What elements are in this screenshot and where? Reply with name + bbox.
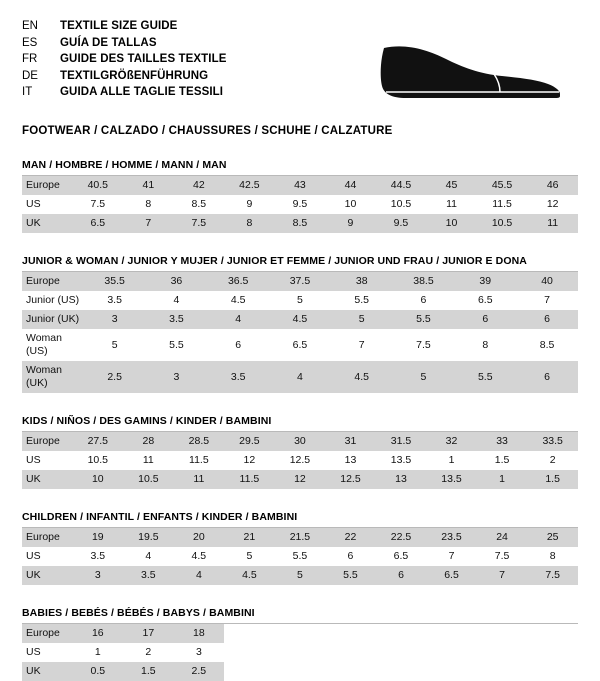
language-row xyxy=(22,84,227,101)
table-row xyxy=(22,547,578,566)
size-table-body xyxy=(22,624,578,681)
block-title: JUNIOR & WOMAN / JUNIOR Y MUJER / JUNIOR ET FEMME / JUNIOR UND FRAU / JUNIOR E DONA xyxy=(22,255,527,267)
size-cell: 3 xyxy=(84,310,146,329)
size-cell: 41 xyxy=(123,176,174,195)
size-cell: 29.5 xyxy=(224,432,275,451)
size-cell: 28.5 xyxy=(174,432,225,451)
size-cell: 0.5 xyxy=(73,662,124,681)
size-cell: 11.5 xyxy=(224,470,275,489)
size-cell-empty xyxy=(325,643,376,662)
row-label: Junior (UK) xyxy=(22,310,84,329)
size-cell: 33 xyxy=(477,432,528,451)
size-cell: 13 xyxy=(376,470,427,489)
size-cell: 3.5 xyxy=(207,361,269,393)
size-cell: 5.5 xyxy=(393,310,455,329)
size-cell: 1 xyxy=(448,454,455,466)
row-label: Europe xyxy=(22,272,84,291)
size-cell: 5 xyxy=(246,550,253,562)
size-cell: 19.5 xyxy=(123,528,174,547)
size-cell-empty xyxy=(527,662,578,681)
table-row xyxy=(22,176,578,195)
size-cell: 22 xyxy=(325,528,376,547)
size-cell: 4.5 xyxy=(331,361,393,393)
size-cell: 11.5 xyxy=(492,198,512,210)
size-cell: 1 xyxy=(477,470,528,489)
size-cell: 6 xyxy=(347,550,354,562)
size-cell: 8 xyxy=(224,214,275,233)
size-cell: 10.5 xyxy=(477,214,528,233)
language-row xyxy=(22,68,227,85)
size-cell: 4.5 xyxy=(191,550,207,562)
size-cell: 7 xyxy=(448,550,455,562)
size-cell: 5 xyxy=(297,294,303,306)
block-title: CHILDREN / INFANTIL / ENFANTS / KINDER / BAMBINI xyxy=(22,511,298,523)
row-label: Europe xyxy=(22,432,73,451)
size-cell: 27.5 xyxy=(73,432,124,451)
size-cell: 28 xyxy=(123,432,174,451)
size-cell: 4 xyxy=(207,310,269,329)
row-label: UK xyxy=(22,566,73,585)
size-cell: 6 xyxy=(454,310,516,329)
language-code: EN xyxy=(22,20,38,32)
row-label: US xyxy=(26,646,41,658)
language-code: FR xyxy=(22,53,38,65)
size-cell: 5 xyxy=(393,361,455,393)
size-cell: 5.5 xyxy=(292,550,308,562)
language-title: GUÍA DE TALLAS xyxy=(60,36,157,49)
size-cell: 45 xyxy=(426,176,477,195)
size-cell: 12 xyxy=(243,454,256,466)
size-cell: 31.5 xyxy=(376,432,427,451)
size-cell: 10.5 xyxy=(390,198,412,210)
size-cell: 4.5 xyxy=(224,566,275,585)
size-table-body xyxy=(22,432,578,489)
size-cell: 6.5 xyxy=(73,214,124,233)
size-cell-empty xyxy=(224,662,275,681)
size-cell: 10.5 xyxy=(123,470,174,489)
size-cell: 10 xyxy=(73,470,124,489)
size-table xyxy=(22,624,578,681)
size-cell: 12 xyxy=(546,198,559,210)
table-row xyxy=(22,566,578,585)
size-cell: 6 xyxy=(235,338,242,351)
row-label: US xyxy=(26,454,41,466)
row-label: US xyxy=(26,198,41,210)
size-cell: 42 xyxy=(174,176,225,195)
size-cell-empty xyxy=(426,624,477,643)
size-cell: 12.5 xyxy=(289,454,311,466)
table-row xyxy=(22,329,578,361)
size-cell: 10.5 xyxy=(87,454,109,466)
size-cell: 13.5 xyxy=(426,470,477,489)
size-cell: 3.5 xyxy=(146,310,208,329)
size-cell: 10 xyxy=(426,214,477,233)
table-row xyxy=(22,272,578,291)
table-row xyxy=(22,624,578,643)
size-block-babies xyxy=(22,607,578,681)
row-label: Europe xyxy=(22,528,73,547)
language-code: ES xyxy=(22,36,38,49)
size-cell: 12 xyxy=(275,470,326,489)
size-cell: 4 xyxy=(145,550,152,562)
size-cell: 7 xyxy=(123,214,174,233)
dress-shoe-icon xyxy=(376,34,566,109)
size-cell: 5.5 xyxy=(325,566,376,585)
size-cell: 24 xyxy=(477,528,528,547)
size-cell: 8 xyxy=(482,338,489,351)
size-cell: 8.5 xyxy=(539,338,555,351)
language-row xyxy=(22,18,227,35)
language-title-list-body xyxy=(22,18,227,101)
size-cell: 7.5 xyxy=(416,338,431,351)
language-title: TEXTILGRÖßENFÜHRUNG xyxy=(60,69,209,82)
block-title: BABIES / BEBÉS / BÉBÉS / BABYS / BAMBINI xyxy=(22,607,255,619)
size-cell: 7 xyxy=(477,566,528,585)
size-table-body xyxy=(22,176,578,233)
size-cell: 5.5 xyxy=(169,338,184,351)
size-cell: 9.5 xyxy=(292,198,308,210)
size-cell: 18 xyxy=(174,624,225,643)
size-block-junior-woman xyxy=(22,255,578,393)
size-cell: 3.5 xyxy=(90,550,106,562)
size-cell: 4 xyxy=(173,294,180,306)
size-cell: 37.5 xyxy=(269,272,331,291)
row-label: UK xyxy=(22,214,73,233)
size-cell: 6 xyxy=(420,294,427,306)
table-row xyxy=(22,195,578,214)
size-cell-empty xyxy=(527,643,578,662)
size-block-kids xyxy=(22,415,578,489)
size-cell: 44.5 xyxy=(376,176,427,195)
size-cell: 17 xyxy=(123,624,174,643)
size-cell: 6.5 xyxy=(393,550,409,562)
size-cell: 7 xyxy=(544,294,550,306)
table-row xyxy=(22,662,578,681)
size-cell: 40.5 xyxy=(73,176,124,195)
table-row xyxy=(22,432,578,451)
size-cell: 44 xyxy=(325,176,376,195)
size-cell: 31 xyxy=(325,432,376,451)
row-label: US xyxy=(26,550,41,562)
size-cell: 32 xyxy=(426,432,477,451)
size-cell: 10 xyxy=(344,198,357,210)
size-cell: 2.5 xyxy=(174,662,225,681)
size-cell: 40 xyxy=(516,272,578,291)
size-cell-empty xyxy=(477,624,528,643)
size-cell: 35.5 xyxy=(84,272,146,291)
size-cell: 11 xyxy=(527,214,578,233)
size-cell-empty xyxy=(477,662,528,681)
size-cell: 5 xyxy=(331,310,393,329)
size-cell: 8 xyxy=(549,550,556,562)
size-cell: 30 xyxy=(275,432,326,451)
size-cell: 21.5 xyxy=(275,528,326,547)
size-cell: 2 xyxy=(145,646,152,658)
size-cell: 6 xyxy=(516,361,578,393)
table-row xyxy=(22,470,578,489)
table-row xyxy=(22,528,578,547)
size-block-man xyxy=(22,159,578,233)
size-cell: 9 xyxy=(246,198,253,210)
size-cell: 36 xyxy=(146,272,208,291)
category-title: FOOTWEAR / CALZADO / CHAUSSURES / SCHUHE / CALZATURE xyxy=(22,125,393,137)
table-row xyxy=(22,361,578,393)
size-cell-empty xyxy=(376,624,427,643)
size-table-body xyxy=(22,528,578,585)
size-cell: 11 xyxy=(174,470,225,489)
size-cell: 6 xyxy=(516,310,578,329)
size-cell: 5.5 xyxy=(454,361,516,393)
size-cell: 42.5 xyxy=(224,176,275,195)
size-cell: 7.5 xyxy=(527,566,578,585)
size-cell: 3.5 xyxy=(123,566,174,585)
size-cell: 8.5 xyxy=(191,198,207,210)
size-cell-empty xyxy=(477,643,528,662)
size-cell: 6.5 xyxy=(426,566,477,585)
size-cell: 7.5 xyxy=(494,550,510,562)
size-cell: 13.5 xyxy=(390,454,412,466)
size-cell-empty xyxy=(325,624,376,643)
size-cell: 19 xyxy=(73,528,124,547)
row-label: Junior (US) xyxy=(26,294,80,306)
size-cell: 11.5 xyxy=(189,454,209,466)
size-cell: 5.5 xyxy=(354,294,370,306)
size-table xyxy=(22,176,578,233)
size-cell: 46 xyxy=(527,176,578,195)
row-label: UK xyxy=(22,662,73,681)
size-cell: 25 xyxy=(527,528,578,547)
language-row xyxy=(22,35,227,52)
language-title: TEXTILE SIZE GUIDE xyxy=(60,20,178,32)
size-cell: 5 xyxy=(111,338,118,351)
size-cell-empty xyxy=(275,662,326,681)
size-cell: 43 xyxy=(275,176,326,195)
size-cell-empty xyxy=(426,662,477,681)
size-cell-empty xyxy=(376,643,427,662)
size-cell: 4 xyxy=(269,361,331,393)
size-table xyxy=(22,528,578,585)
size-cell: 23.5 xyxy=(426,528,477,547)
size-cell-empty xyxy=(224,624,275,643)
size-cell: 1 xyxy=(94,646,101,658)
size-cell-empty xyxy=(275,643,326,662)
language-title: GUIDE DES TAILLES TEXTILE xyxy=(60,53,227,65)
language-title: GUIDA ALLE TAGLIE TESSILI xyxy=(60,86,224,98)
size-cell: 45.5 xyxy=(477,176,528,195)
size-cell: 11 xyxy=(446,198,457,210)
size-cell: 2 xyxy=(549,454,556,466)
size-cell: 6.5 xyxy=(292,338,308,351)
size-table xyxy=(22,432,578,489)
size-cell: 4 xyxy=(174,566,225,585)
size-cell: 21 xyxy=(224,528,275,547)
size-cell: 9 xyxy=(325,214,376,233)
size-cell: 16 xyxy=(73,624,124,643)
size-cell: 3 xyxy=(195,646,202,658)
row-label: UK xyxy=(22,470,73,489)
size-table xyxy=(22,272,578,393)
size-cell: 3 xyxy=(73,566,124,585)
size-cell: 1.5 xyxy=(123,662,174,681)
size-cell: 22.5 xyxy=(376,528,427,547)
size-cell: 13 xyxy=(344,454,357,466)
size-cell: 38 xyxy=(331,272,393,291)
size-cell: 11 xyxy=(142,454,154,466)
row-label: Europe xyxy=(22,176,73,195)
size-cell: 8 xyxy=(145,198,152,210)
size-cell-empty xyxy=(325,662,376,681)
size-cell: 3 xyxy=(146,361,208,393)
size-cell: 7 xyxy=(358,338,365,351)
size-block-children xyxy=(22,511,578,585)
size-cell: 33.5 xyxy=(527,432,578,451)
block-title: MAN / HOMBRE / HOMME / MANN / MAN xyxy=(22,159,227,171)
size-cell: 7.5 xyxy=(174,214,225,233)
size-cell: 6.5 xyxy=(477,294,493,306)
table-row xyxy=(22,214,578,233)
size-cell: 5 xyxy=(275,566,326,585)
page-header xyxy=(22,18,578,109)
size-cell: 8.5 xyxy=(275,214,326,233)
language-code: DE xyxy=(22,69,38,82)
language-row xyxy=(22,51,227,68)
size-cell: 12.5 xyxy=(325,470,376,489)
size-cell: 9.5 xyxy=(376,214,427,233)
language-title-list xyxy=(22,18,227,101)
size-cell: 20 xyxy=(174,528,225,547)
size-cell-empty xyxy=(376,662,427,681)
size-cell: 1.5 xyxy=(527,470,578,489)
size-cell-empty xyxy=(275,624,326,643)
size-cell: 6 xyxy=(376,566,427,585)
size-cell: 4.5 xyxy=(230,294,246,306)
language-code: IT xyxy=(22,86,33,98)
size-table-body xyxy=(22,272,578,393)
row-label: Woman (US) xyxy=(26,332,62,357)
row-label: Europe xyxy=(22,624,73,643)
size-cell: 39 xyxy=(454,272,516,291)
table-row xyxy=(22,643,578,662)
table-row xyxy=(22,310,578,329)
size-cell: 4.5 xyxy=(269,310,331,329)
table-row xyxy=(22,291,578,310)
size-cell-empty xyxy=(224,643,275,662)
size-cell-empty xyxy=(426,643,477,662)
row-label: Woman (UK) xyxy=(22,361,84,393)
size-cell-empty xyxy=(527,624,578,643)
size-cell: 38.5 xyxy=(393,272,455,291)
size-cell: 1.5 xyxy=(494,454,510,466)
size-cell: 2.5 xyxy=(84,361,146,393)
size-cell: 3.5 xyxy=(107,294,122,306)
table-row xyxy=(22,451,578,470)
size-cell: 36.5 xyxy=(207,272,269,291)
block-title: KIDS / NIÑOS / DES GAMINS / KINDER / BAMBINI xyxy=(22,415,272,427)
size-cell: 7.5 xyxy=(90,198,106,210)
